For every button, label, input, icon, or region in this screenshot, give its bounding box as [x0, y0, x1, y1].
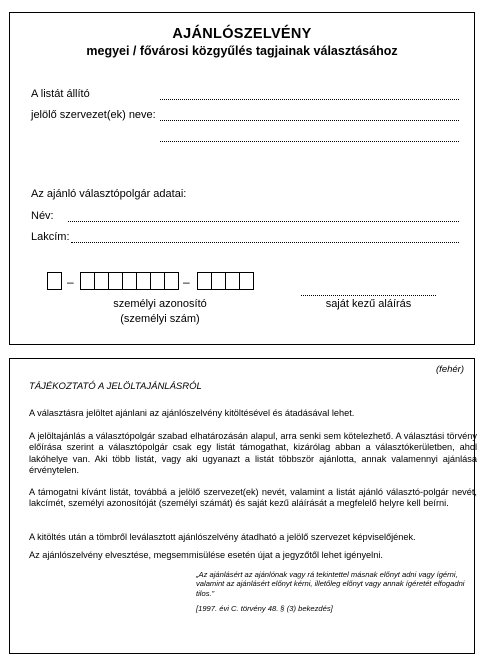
info-heading: TÁJÉKOZTATÓ A JELÖLTAJÁNLÁSRÓL — [29, 381, 202, 392]
id-separator: – — [67, 275, 74, 289]
list-issuer-label-line-2: jelölő szervezet(ek) neve: — [31, 109, 156, 121]
id-caption-line-1: személyi azonosító — [113, 298, 207, 310]
info-paragraph: Az ajánlószelvény elvesztése, megsemmisülése esetén újat a jegyzőtől lehet igényelni. — [29, 550, 383, 560]
name-label: Név: — [31, 210, 54, 222]
id-digit-cell[interactable] — [197, 272, 212, 290]
id-digit-cell[interactable] — [94, 272, 109, 290]
form-title: AJÁNLÓSZELVÉNY — [172, 26, 312, 42]
signature-line[interactable] — [301, 294, 436, 296]
voter-data-heading: Az ajánló választópolgár adatai: — [31, 188, 187, 200]
law-citation: [1997. évi C. törvény 48. § (3) bekezdés] — [196, 604, 333, 613]
id-separator: – — [183, 275, 190, 289]
id-digit-cell[interactable] — [225, 272, 240, 290]
information-box — [9, 358, 475, 654]
color-note: (fehér) — [436, 364, 464, 375]
form-subtitle: megyei / fővárosi közgyűlés tagjainak választásához — [86, 44, 398, 58]
id-digit-cell[interactable] — [47, 272, 62, 290]
info-paragraph: A támogatni kívánt listát, továbbá a jelölő szervezet(ek) nevét, valamint a listát ajánló választó-polgár nevét, lakcímét, személyi azonosítóját (személyi számát) és saját kezű aláírását a megfelelő helyre kell beírni. — [29, 487, 477, 509]
id-digit-cell[interactable] — [239, 272, 254, 290]
ajanloszelveny-form — [9, 12, 475, 345]
list-issuer-line-1[interactable] — [160, 98, 459, 100]
id-digit-cell[interactable] — [80, 272, 95, 290]
name-field[interactable] — [68, 220, 459, 222]
id-digit-cell[interactable] — [136, 272, 151, 290]
law-quote: „Az ajánlásért az ajánlónak vagy rá tekintettel másnak előnyt adni vagy ígérni, valamint az ajánlásért előnyt kérni, illetőleg előnyt vagy annak ígéretét elfogadni tilos.” — [196, 570, 465, 598]
info-paragraph: A választásra jelöltet ajánlani az ajánlószelvény kitöltésével és átadásával lehet. — [29, 408, 355, 418]
address-field[interactable] — [71, 241, 459, 243]
id-digit-cell[interactable] — [150, 272, 165, 290]
id-digit-cell[interactable] — [164, 272, 179, 290]
address-label: Lakcím: — [31, 231, 70, 243]
list-issuer-line-2[interactable] — [160, 119, 459, 121]
id-digit-cell[interactable] — [108, 272, 123, 290]
id-digit-cell[interactable] — [211, 272, 226, 290]
list-issuer-label-line-1: A listát állító — [31, 88, 90, 100]
id-caption-line-2: (személyi szám) — [120, 313, 200, 325]
info-paragraph: A jelöltajánlás a választópolgár szabad elhatározásán alapul, arra senki sem kötelezhető. A választási törvény előírása szerint a választópolgár csak egy listát támogathat, kizárólag abban a választókerületben, ahol lakóhelye van. Aki több listát, vagy aki ugyanazt a listát többször ajánlotta, annak valamennyi ajánlása érvénytelen. — [29, 431, 477, 476]
signature-caption: saját kezű aláírás — [325, 298, 412, 310]
id-digit-cell[interactable] — [122, 272, 137, 290]
list-issuer-line-3[interactable] — [160, 140, 459, 142]
info-paragraph: A kitöltés után a tömbről leválasztott ajánlószelvény átadható a jelölő szervezet képviselőjének. — [29, 532, 416, 542]
